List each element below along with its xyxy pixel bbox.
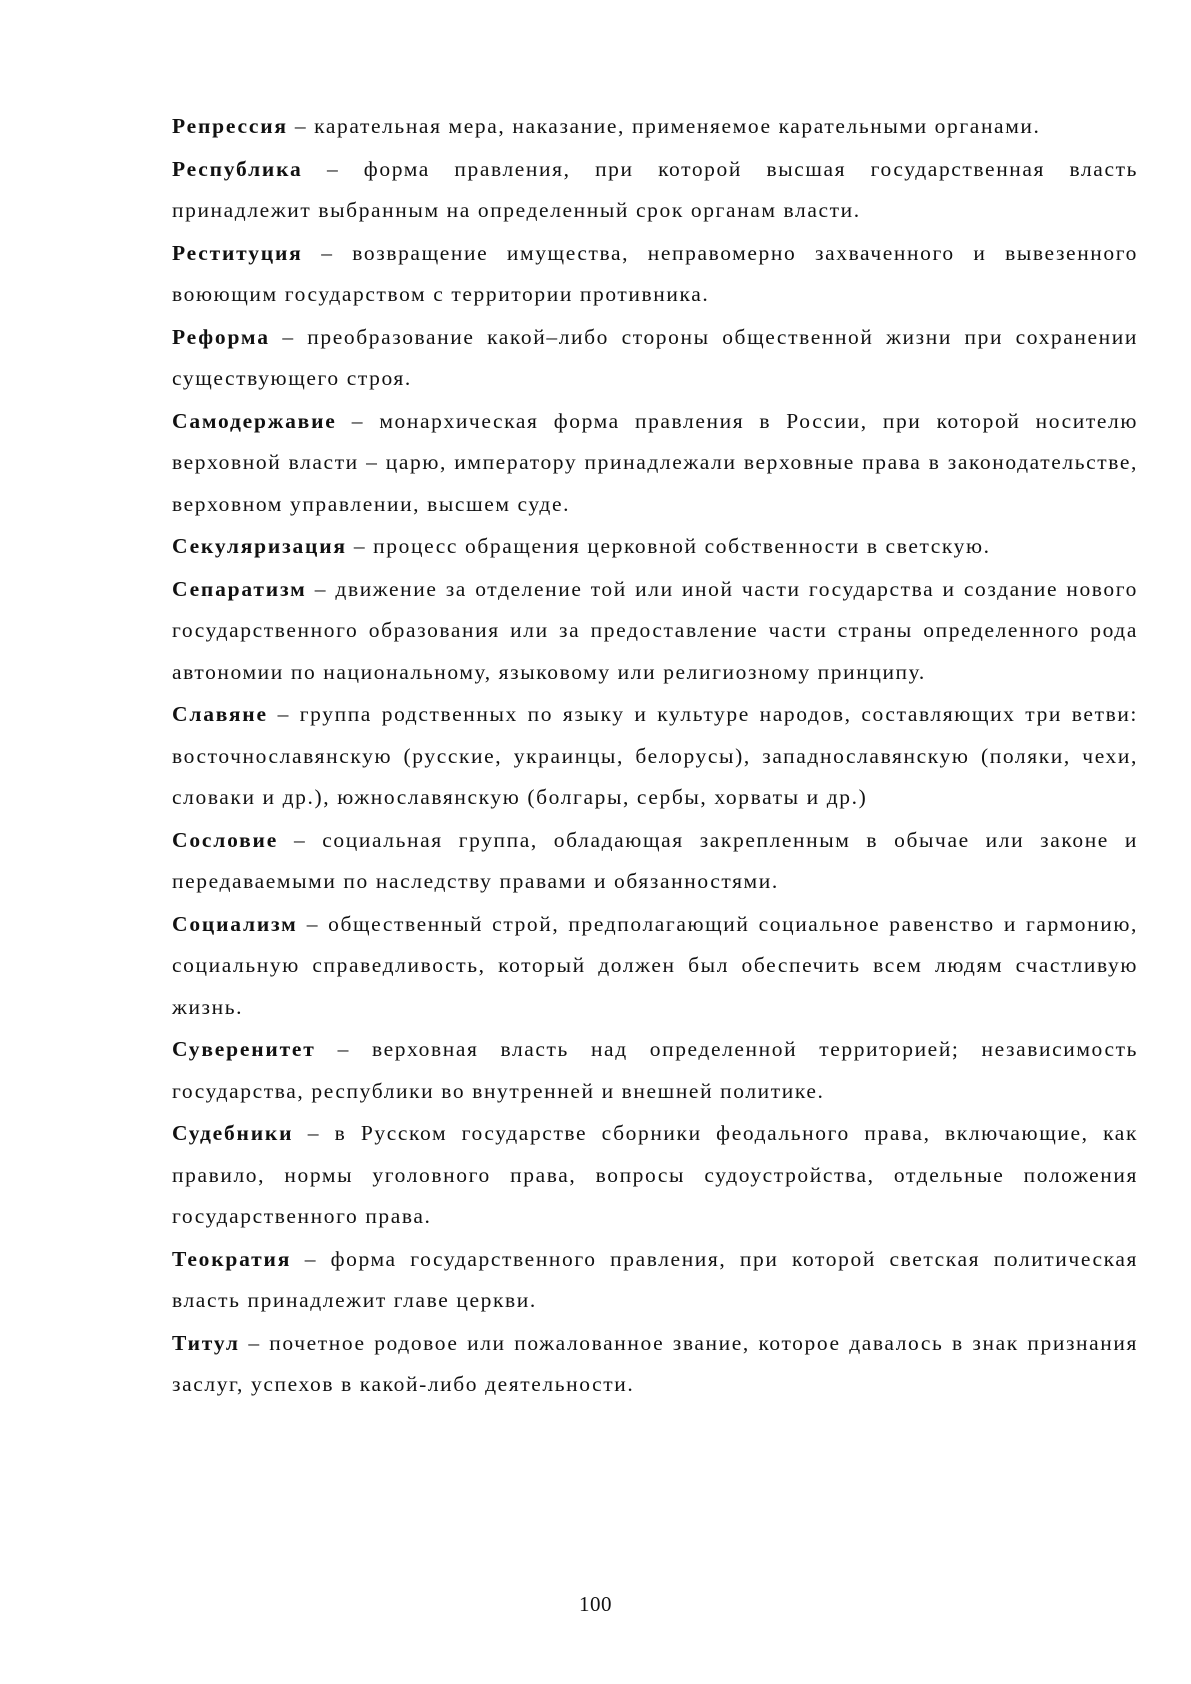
glossary-entry-sekulyarizatsiya [172,526,1138,568]
glossary-term: Секуляризация [172,534,347,558]
glossary-term: Реституция [172,240,303,265]
glossary-definition: – монархическая форма правления в России, при которой носителю верховной власти – царю, императору принадлежали верховные права в законодательстве, верховном управлении, высшем суде. [172,408,1138,516]
glossary-term: Суверенитет [172,1037,316,1061]
glossary-term: Судебники [172,1121,294,1145]
glossary-definition: – карательная мера, наказание, применяемое карательными органами. [287,114,1041,138]
glossary-entry-samoderzhavie [172,401,1138,526]
glossary-term: Титул [172,1330,240,1355]
glossary-entry-reforma [172,317,1138,400]
glossary-definition: – общественный строй, предполагающий социальное равенство и гармонию, социальную справедливость, который должен был обеспечить всем людям счастливую жизнь. [172,911,1138,1019]
glossary-entry-sotsializm [172,904,1138,1029]
glossary-term: Репрессия [172,114,288,138]
glossary-term: Сепаратизм [172,576,307,601]
glossary-entry-slavyane [172,694,1138,819]
glossary-definition: – форма государственного правления, при которой светская политическая власть принадлежит главе церкви. [172,1246,1138,1312]
glossary-entry-suverenitet [172,1029,1138,1112]
glossary-entry-teokratiya [172,1239,1138,1322]
glossary-entry-repressiya [172,106,1138,148]
glossary-definition: – верховная власть над определенной территорией; независимость государства, республики во внутренней и внешней политике. [172,1037,1138,1103]
glossary-term: Социализм [172,911,298,936]
glossary-page [172,106,1138,1407]
glossary-term: Теократия [172,1246,292,1271]
glossary-entry-restitutsiya [172,233,1138,316]
glossary-entry-separatizm [172,569,1138,694]
glossary-term: Самодержавие [172,408,337,433]
glossary-definition: – почетное родовое или пожалованное звание, которое давалось в знак признания заслуг, успехов в какой-либо деятельности. [172,1330,1138,1396]
glossary-term: Славяне [172,702,268,726]
glossary-definition: – процесс обращения церковной собственности в светскую. [346,534,991,558]
glossary-entry-titul [172,1323,1138,1406]
glossary-entry-respublika [172,149,1138,232]
glossary-definition: – группа родственных по языку и культуре народов, составляющих три ветви: восточнославянскую (русские, украинцы, белорусы), западнославянскую (поляки, чехи, словаки и др.), южнославянскую (болгары, сербы, хорваты и др.) [172,702,1138,809]
glossary-definition: – движение за отделение той или иной части государства и создание нового государственного образования или за предоставление части страны определенного рода автономии по национальному, языковому или религиозному принципу. [172,576,1138,684]
glossary-term: Республика [172,156,303,181]
page-number: 100 [579,1592,612,1616]
glossary-definition: – возвращение имущества, неправомерно захваченного и вывезенного воюющим государством с территории противника. [172,240,1138,306]
glossary-definition: – форма правления, при которой высшая государственная власть принадлежит выбранным на определенный срок органам власти. [172,156,1138,222]
glossary-entry-sudebniki [172,1113,1138,1238]
glossary-term: Реформа [172,324,270,349]
glossary-definition: – социальная группа, обладающая закрепленным в обычае или законе и передаваемыми по наследству правами и обязанностями. [172,827,1138,893]
glossary-term: Сословие [172,827,279,852]
glossary-entry-soslovie [172,820,1138,903]
glossary-definition: – в Русском государстве сборники феодального права, включающие, как правило, нормы уголовного права, вопросы судоустройства, отдельные положения государственного права. [172,1121,1138,1228]
glossary-definition: – преобразование какой–либо стороны общественной жизни при сохранении существующего строя. [172,324,1138,390]
